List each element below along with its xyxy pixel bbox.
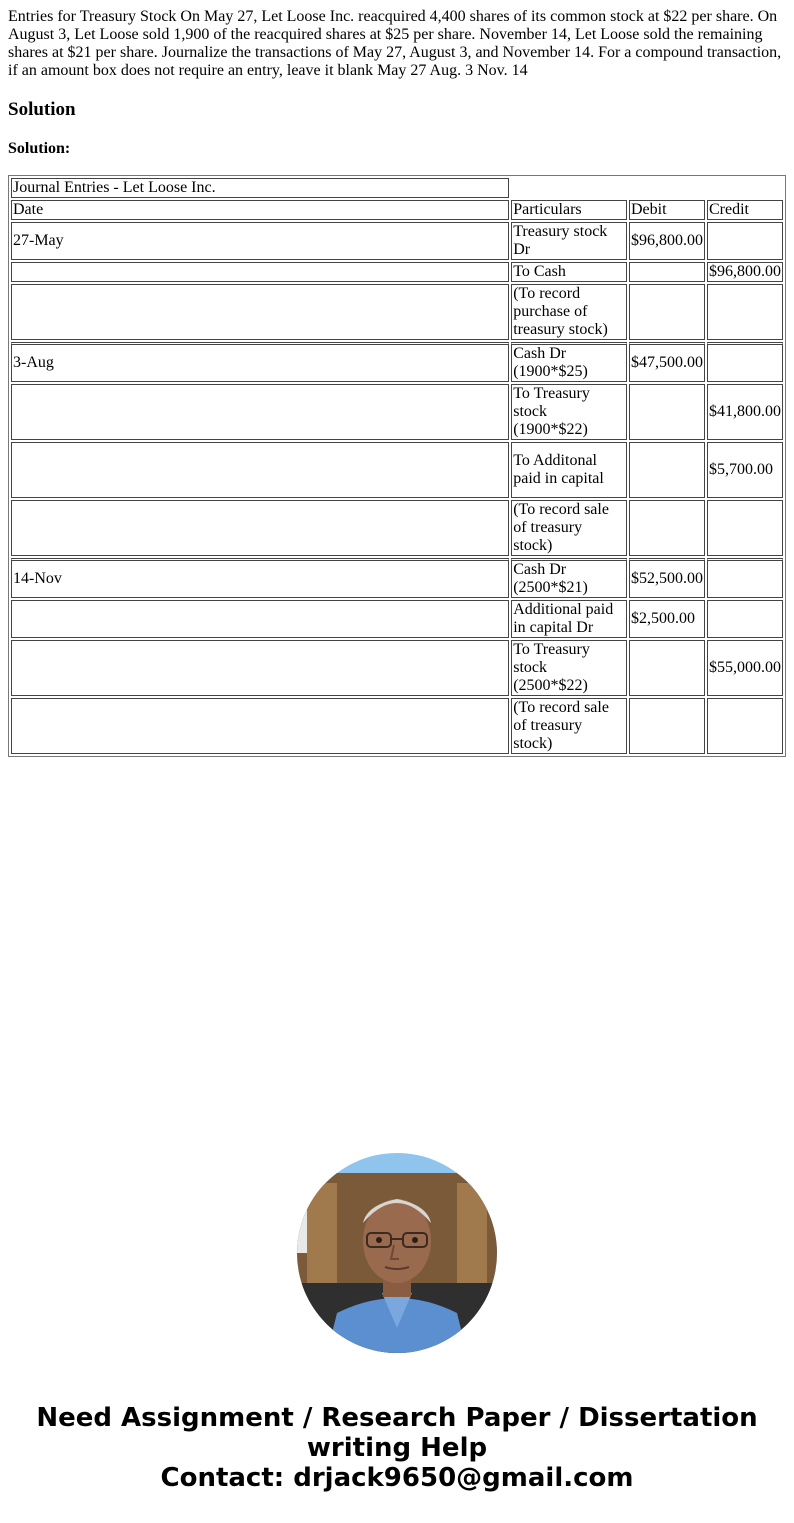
cell-credit (707, 222, 783, 260)
cell-debit (629, 640, 705, 696)
page-content (8, 0, 786, 757)
table-row (11, 342, 783, 382)
cell-date (11, 262, 509, 282)
cell-particulars: To Treasury stock (2500*$22) (511, 640, 627, 696)
cell-credit: $41,800.00 (707, 384, 783, 440)
cell-particulars: (To record purchase of treasury stock) (511, 284, 627, 340)
cell-debit (629, 284, 705, 340)
contact-footer (0, 1403, 794, 1493)
cell-date: 3-Aug (11, 342, 509, 382)
cell-particulars: Cash Dr (2500*$21) (511, 558, 627, 598)
cell-date (11, 284, 509, 340)
table-row (11, 222, 783, 260)
table-header-row (11, 200, 783, 220)
table-row (11, 284, 783, 340)
cell-credit (707, 500, 783, 556)
footer-contact-line: Contact: drjack9650@gmail.com (160, 1463, 634, 1493)
cell-particulars: Treasury stock Dr (511, 222, 627, 260)
cell-particulars: (To record sale of treasury stock) (511, 698, 627, 754)
cell-credit (707, 698, 783, 754)
header-debit: Debit (629, 200, 705, 220)
table-row (11, 698, 783, 754)
cell-credit (707, 558, 783, 598)
cell-debit: $47,500.00 (629, 342, 705, 382)
header-date: Date (11, 200, 509, 220)
table-title: Journal Entries - Let Loose Inc. (11, 178, 509, 198)
table-row (11, 500, 783, 556)
table-row (11, 640, 783, 696)
cell-date: 27-May (11, 222, 509, 260)
table-row (11, 262, 783, 282)
cell-credit: $55,000.00 (707, 640, 783, 696)
table-title-row (11, 178, 783, 198)
cell-credit (707, 284, 783, 340)
cell-credit (707, 600, 783, 638)
cell-credit: $96,800.00 (707, 262, 783, 282)
cell-particulars: To Treasury stock (1900*$22) (511, 384, 627, 440)
cell-date (11, 442, 509, 498)
cell-date (11, 600, 509, 638)
cell-date (11, 640, 509, 696)
cell-particulars: To Cash (511, 262, 627, 282)
solution-heading: Solution (8, 99, 76, 120)
cell-debit (629, 500, 705, 556)
cell-debit (629, 442, 705, 498)
cell-debit: $2,500.00 (629, 600, 705, 638)
question-text: Entries for Treasury Stock On May 27, Let Loose Inc. reacquired 4,400 shares of its common stock at $22 per share. On August 3, Let Loose sold 1,900 of the reacquired shares at $25 per share. November 14, Let Loose sold the remaining shares at $21 per share. Journalize the transactions of May 27, August 3, and November 14. For a compound transaction, if an amount box does not require an entry, leave it blank May 27 Aug. 3 Nov. 14 (8, 8, 782, 79)
cell-date (11, 384, 509, 440)
cell-debit (629, 698, 705, 754)
header-credit: Credit (707, 200, 783, 220)
solution-subheading: Solution: (8, 140, 71, 157)
cell-date (11, 698, 509, 754)
cell-date: 14-Nov (11, 558, 509, 598)
table-row (11, 442, 783, 498)
footer-line-2: writing Help (306, 1433, 488, 1463)
table-row (11, 600, 783, 638)
cell-debit: $96,800.00 (629, 222, 705, 260)
title-spacer (511, 178, 783, 198)
cell-particulars: Cash Dr (1900*$25) (511, 342, 627, 382)
avatar-portrait-image (297, 1153, 497, 1353)
cell-debit: $52,500.00 (629, 558, 705, 598)
footer-line-1: Need Assignment / Research Paper / Dissertation (36, 1403, 758, 1433)
cell-particulars: Additional paid in capital Dr (511, 600, 627, 638)
cell-debit (629, 262, 705, 282)
cell-particulars: (To record sale of treasury stock) (511, 500, 627, 556)
table-row (11, 558, 783, 598)
cell-credit: $5,700.00 (707, 442, 783, 498)
cell-debit (629, 384, 705, 440)
avatar (297, 1153, 497, 1353)
header-particulars: Particulars (511, 200, 627, 220)
cell-date (11, 500, 509, 556)
table-row (11, 384, 783, 440)
cell-credit (707, 342, 783, 382)
journal-table (8, 175, 786, 757)
cell-particulars: To Additonal paid in capital (511, 442, 627, 498)
